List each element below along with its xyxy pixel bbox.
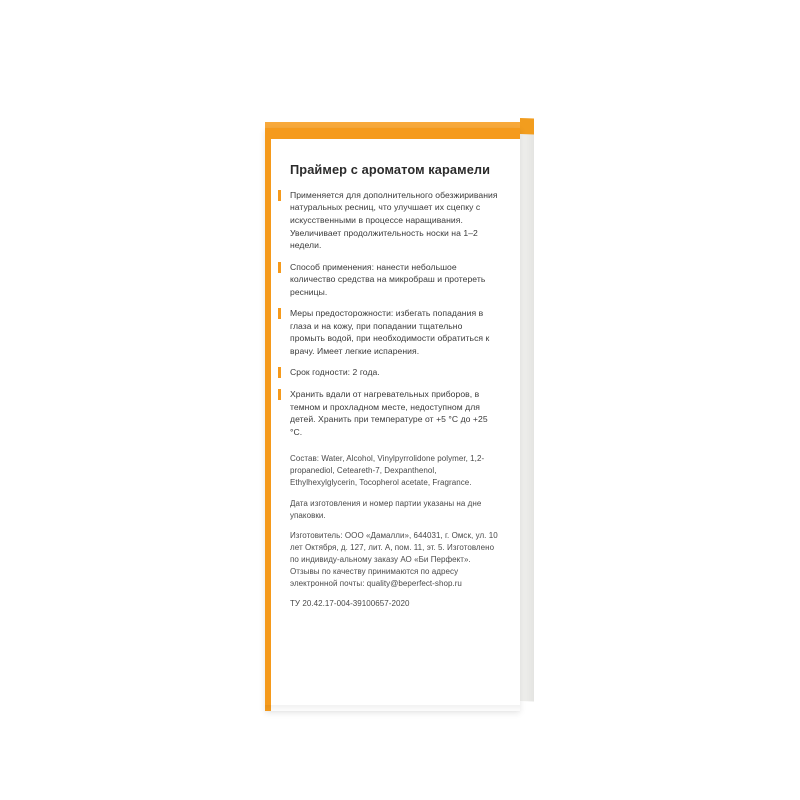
product-title: Праймер с ароматом карамели — [290, 162, 491, 177]
manufacturer-text: Изготовитель: ООО «Дамалли», 644031, г. Омск, ул. 10 лет Октября, д. 127, лит. А, пом. 11, эт. 5. Изготовлено по индивиду-альному заказу АО «Би Перфект». Отзывы по качеству принимаются по адресу электронной почты: quality@beperfect-shop.ru — [290, 531, 498, 588]
precautions-text: Меры предосторожности: избегать попадания в глаза и на кожу, при попадании тщательно промыть водой, при необходимости обратиться к врачу. Имеет легкие испарения. — [290, 307, 498, 357]
ingredients-text: Состав: Water, Alcohol, Vinylpyrrolidone polymer, 1,2-propanediol, Ceteareth-7, Dexpanthenol, Ethylhexylglycerin, Tocopherol acetate, Fragrance. — [290, 454, 485, 487]
package-label-content — [290, 162, 498, 610]
batch-info-text: Дата изготовления и номер партии указаны на дне упаковки. — [290, 498, 482, 520]
shelf-life-text: Срок годности: 2 года. — [290, 366, 498, 379]
storage-text: Хранить вдали от нагревательных приборов, в темном и прохладном месте, недоступном для детей. Хранить при температуре от +5 °С до +25 °С. — [290, 388, 498, 438]
tu-code-text: ТУ 20.42.17-004-39100657-2020 — [290, 599, 410, 609]
usage-description-text: Применяется для дополнительного обезжиривания натуральных ресниц, что улучшает их сцепку с искусственными в процессе наращивания. Увеличивает продолжительность носки на 1–2 недели. — [290, 189, 498, 251]
package-left-orange-stripe — [265, 139, 271, 711]
package-top-orange-band — [265, 128, 520, 139]
package-side-face — [520, 118, 534, 702]
package-bottom-shadow — [265, 705, 520, 713]
how-to-use-text: Способ применения: нанести небольшое количество средства на микробраш и протереть ресницы. — [290, 261, 498, 299]
package-side-top-band — [520, 118, 534, 135]
